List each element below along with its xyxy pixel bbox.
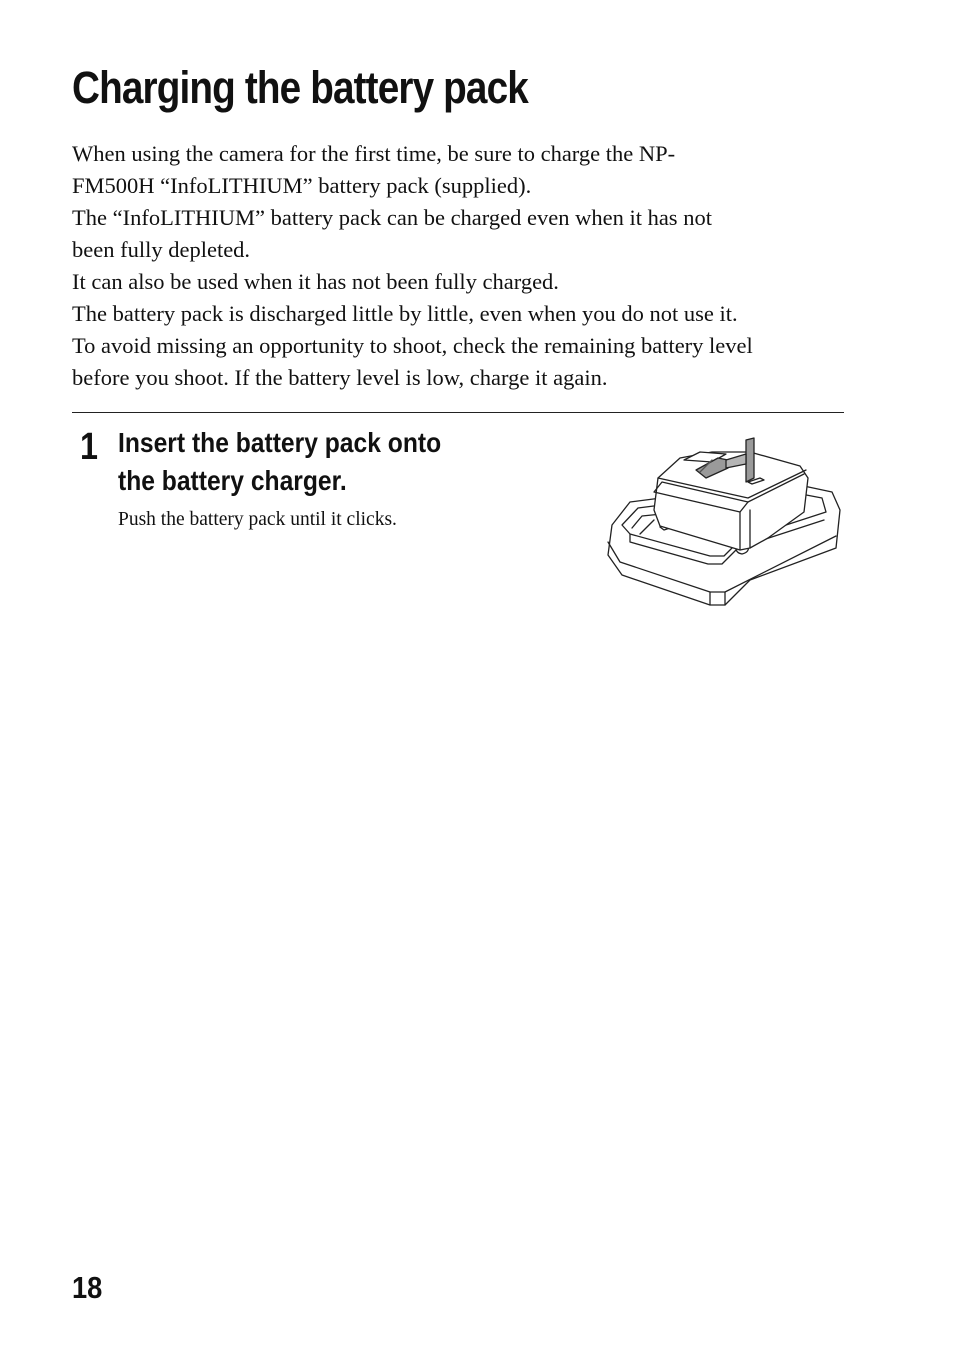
page-number: 18 (72, 1270, 103, 1305)
battery-charger-icon (600, 430, 850, 610)
step-heading-line: the battery charger. (118, 465, 347, 496)
step-note: Push the battery pack until it clicks. (118, 509, 397, 530)
page-title: Charging the battery pack (72, 62, 528, 113)
section-divider (72, 412, 844, 413)
intro-line: When using the camera for the first time, be sure to charge the NP- (72, 141, 676, 166)
intro-line: It can also be used when it has not been fully charged. (72, 269, 559, 294)
intro-text (72, 138, 862, 394)
step-heading-line: Insert the battery pack onto (118, 427, 442, 458)
intro-line: The battery pack is discharged little by little, even when you do not use it. (72, 301, 738, 326)
intro-line: before you shoot. If the battery level is low, charge it again. (72, 365, 608, 390)
intro-line: been fully depleted. (72, 237, 251, 262)
step-number: 1 (80, 426, 98, 468)
step-heading (118, 424, 523, 500)
intro-line: FM500H “InfoLITHIUM” battery pack (supplied). (72, 173, 532, 198)
intro-line: The “InfoLITHIUM” battery pack can be charged even when it has not (72, 205, 712, 230)
intro-line: To avoid missing an opportunity to shoot, check the remaining battery level (72, 333, 753, 358)
